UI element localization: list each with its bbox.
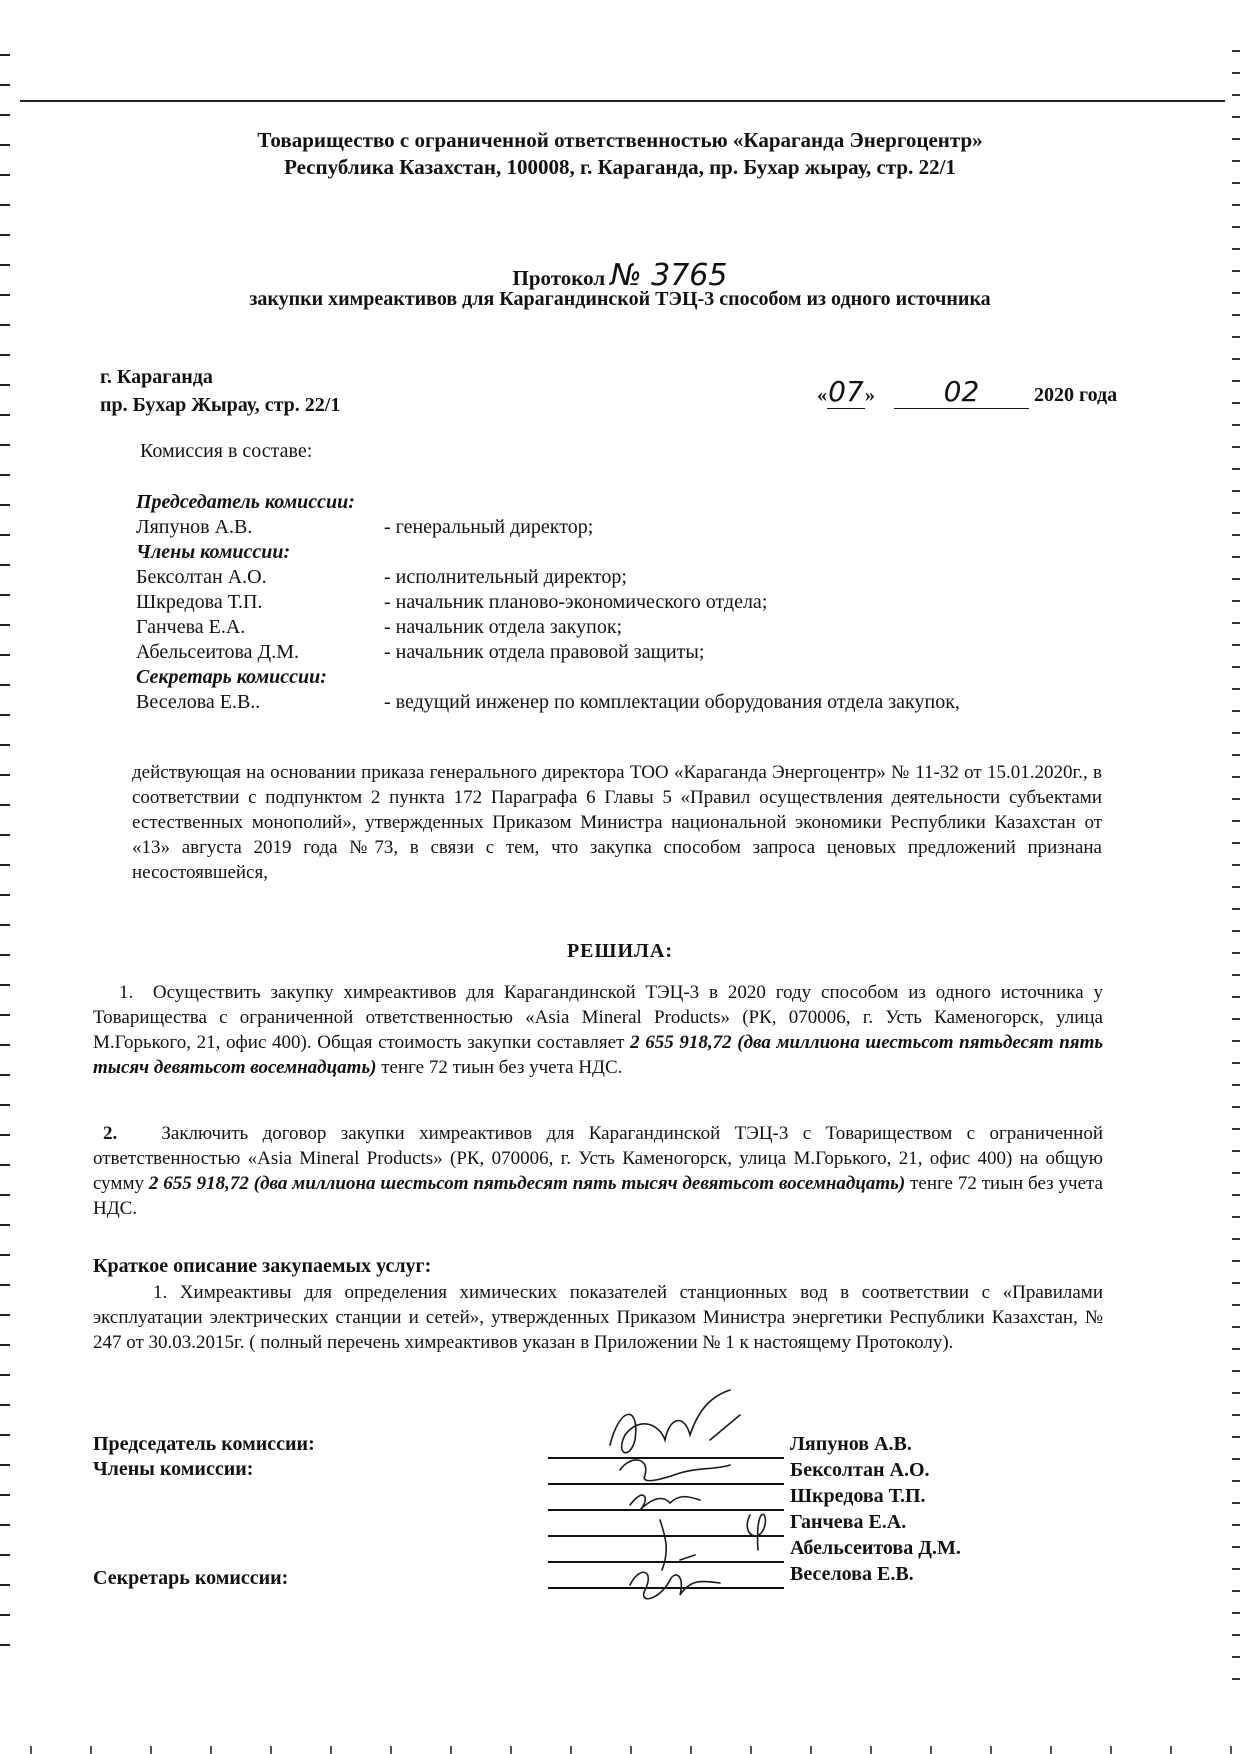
sig-label-secretary: Секретарь комиссии: [93,1567,289,1589]
handwritten-signatures [590,1385,790,1615]
signature-member [660,1520,695,1570]
member-name: Веселова Е.В.. [136,691,261,713]
signature-chair [610,1390,740,1453]
signatory-name: Абельсеитова Д.М. [790,1537,961,1559]
decided-heading: РЕШИЛА: [566,940,674,962]
item-amount-words: (два миллиона шестьсот пятьдесят пять тысяч девятьсот восемнадцать) [93,1032,1104,1078]
signature-member [620,1460,730,1481]
signatory-name: Ляпунов А.В. [790,1433,912,1455]
member-role: - начальник отдела закупок; [384,616,623,638]
member-name: Шкредова Т.П. [136,591,263,613]
place-block [100,363,340,419]
place-city: г. Караганда [100,366,213,388]
decision-item-1 [93,980,1103,1080]
decision-item-2 [93,1121,1103,1221]
scan-bottom-edge [0,1746,1240,1754]
signatory-name: Ганчева Е.А. [790,1511,907,1533]
member-role: - ведущий инженер по комплектации оборудования отдела закупок, [384,691,960,713]
basis-paragraph: действующая на основании приказа генерального директора ТОО «Караганда Энергоцентр» № 11-32 от 15.01.2020г., в соответствии с подпунктом 2 пункта 172 Параграфа 6 Главы 5 «Правил осуществления деятельности субъектами естественных монополий», утвержденных Приказом Министра национальной экономики Республики Казахстан от «13» августа 2019 года №73, в связи с тем, что закупка способом запроса ценовых предложений признана несостоявшейся, [132,762,1102,883]
item-text-tail: тенге 72 тиын без учета НДС. [381,1057,623,1078]
date-quote-close: » [865,384,875,406]
item-amount-words: 2 655 918,72 (два миллиона шестьсот пятьдесят пять тысяч девятьсот восемнадцать) [148,1173,906,1194]
protocol-number: № 3765 [610,258,728,293]
member-name: Ляпунов А.В. [136,516,253,538]
date-day: 07 [828,375,864,408]
member-role: - начальник отдела правовой защиты; [384,641,705,663]
date-month: 02 [894,375,1029,409]
sig-label-chair: Председатель комиссии: [93,1433,315,1455]
protocol-subtitle: закупки химреактивов для Карагандинской ТЭЦ-3 способом из одного источника [249,288,991,310]
member-name: Абельсеитова Д.М. [136,641,299,663]
signature-member [747,1514,765,1550]
brief-text: 1. Химреактивы для определения химических показателей станционных вод в соответствии с «Правилами эксплуатации электрических станции и сетей», утвержденных Приказом Министра энергетики Республики Казахстан, № 247 от 30.03.2015г. ( полный перечень химреактивов указан в Приложении № 1 к настоящему Протоколу). [93,1282,1103,1353]
signatory-name: Шкредова Т.П. [790,1485,926,1507]
member-name: Ганчева Е.А. [136,616,246,638]
item-text: Заключить договор закупки химреактивов для Карагандинской ТЭЦ-3 с Товариществом с ограниченной ответственностью «Asia Mineral Products» (РК, 070006, г. Усть Каменогорск, улица М.Горького, 21, офис 400) на общую сумму [93,1123,1104,1194]
member-role: - исполнительный директор; [384,566,627,588]
item-text: Осуществить закупку химреактивов для Карагандинской ТЭЦ-3 в 2020 году способом из одного источника у Товарищества с ограниченной ответственностью «Asia Mineral Products» (РК, 070006, г. Усть Каменогорск, улица М.Горького, 21, офис 400). Общая стоимость закупки составляет [93,982,1103,1053]
item-text-tail: тенге 72 тиын без учета НДС. [93,1173,1103,1219]
protocol-date [817,375,1117,409]
item-amount: 2 655 918,72 [630,1032,732,1053]
member-name: Бексолтан А.О. [136,566,267,588]
brief-heading: Краткое описание закупаемых услуг: [93,1255,432,1277]
org-address: Республика Казахстан, 100008, г. Караганда, пр. Бухар жырау, стр. 22/1 [284,155,956,179]
protocol-label: Протокол [512,266,606,290]
signatory-name: Веселова Е.В. [790,1563,914,1585]
signature-member [630,1495,700,1510]
place-address: пр. Бухар Жырау, стр. 22/1 [100,394,341,416]
member-role: - генеральный директор; [384,516,594,538]
date-quote-open: « [817,384,827,406]
date-year: 2020 года [1034,384,1118,406]
header-rule [20,100,1225,102]
commission-intro: Комиссия в составе: [140,440,313,462]
item-number: 1. [119,982,134,1003]
signature-secretary [630,1572,720,1598]
signatory-name: Бексолтан А.О. [790,1459,930,1481]
sig-label-members: Члены комиссии: [93,1458,254,1480]
member-role: - начальник планово-экономического отдела; [384,591,768,613]
org-name: Товарищество с ограниченной ответственностью «Караганда Энергоцентр» [257,128,983,152]
item-number: 2. [103,1123,118,1144]
